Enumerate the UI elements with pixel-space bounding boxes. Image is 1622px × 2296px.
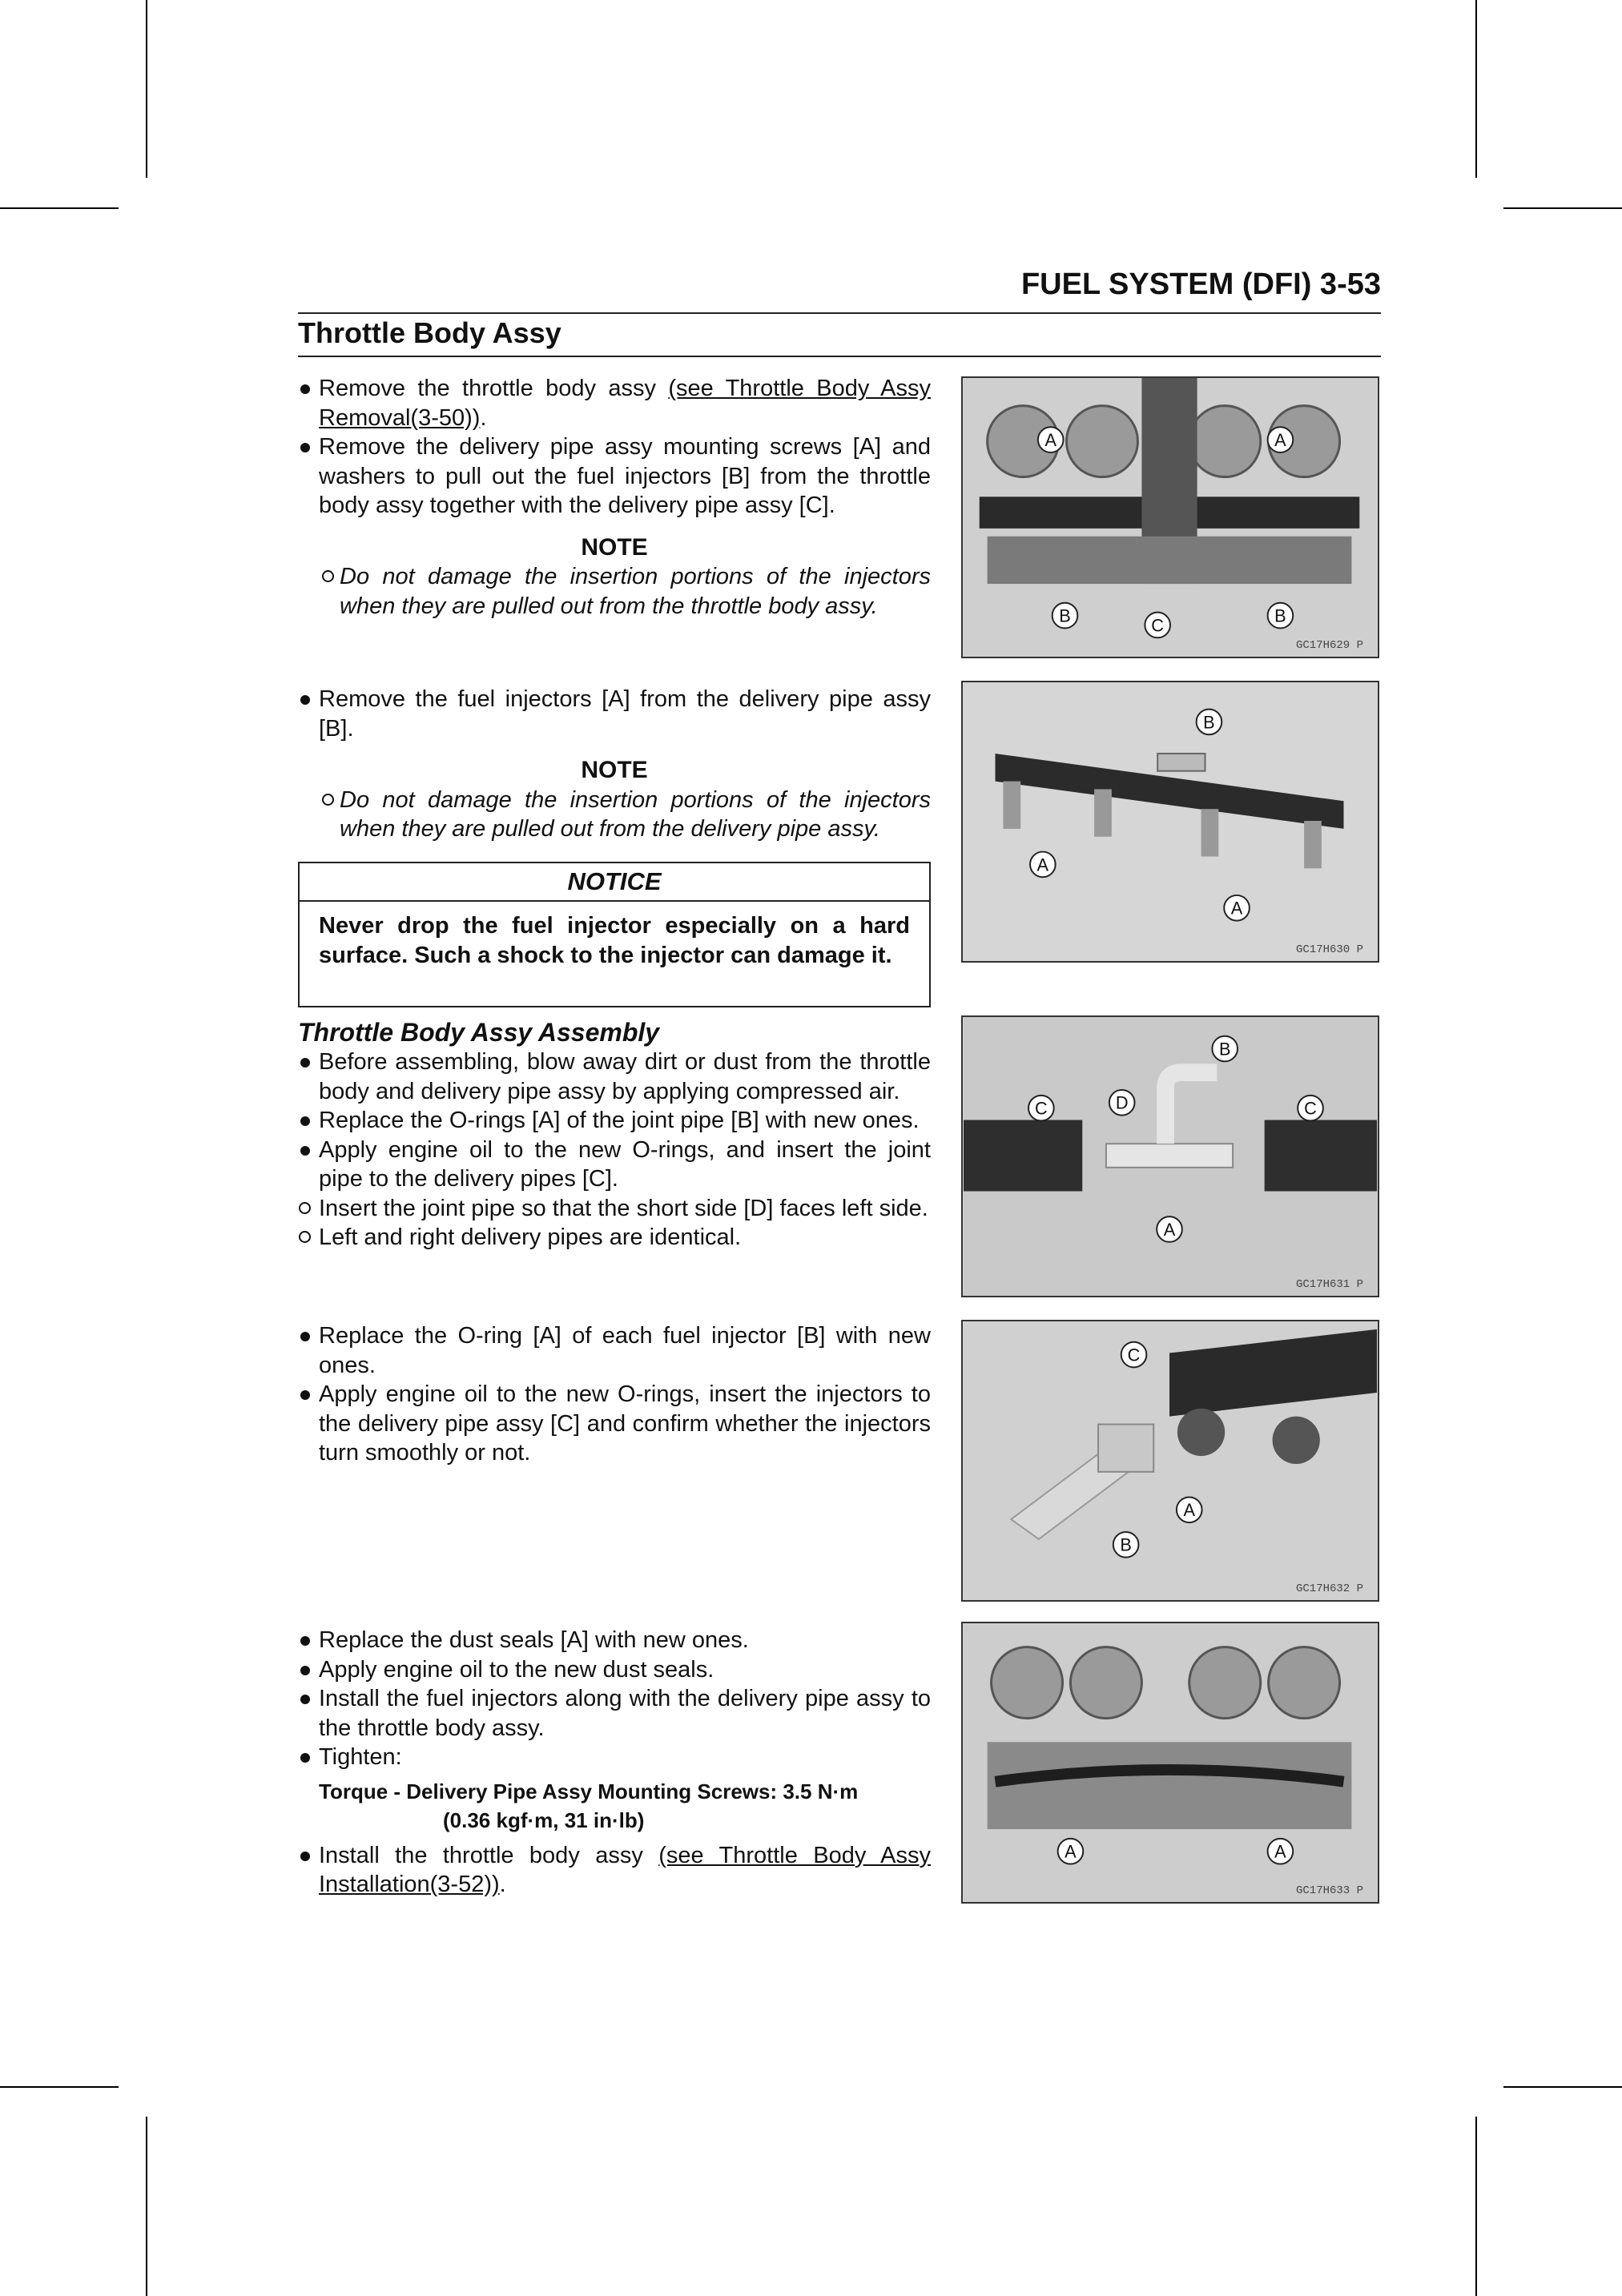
photo-code: GC17H629 P [1295,639,1363,652]
crop-mark [0,207,119,209]
svg-text:D: D [1115,1092,1129,1113]
step-replace-dust-seals: Replace the dust seals [A] with new ones. [298,1626,931,1655]
step-clean: Before assembling, blow away dirt or dust from the throttle body and delivery pipe assy by applying compressed air. [298,1047,931,1106]
page-header [298,264,1381,314]
svg-text:A: A [1183,1500,1195,1521]
page-header-title: FUEL SYSTEM (DFI) 3-53 [1020,267,1381,301]
crop-mark [1503,2086,1622,2088]
step-remove-injectors: Remove the fuel injectors [A] from the delivery pipe assy [B]. [298,685,931,743]
svg-text:B: B [1120,1534,1132,1555]
step-apply-oil: Apply engine oil to the new O-rings, and insert the joint pipe to the delivery pipes [C]. [298,1136,931,1194]
svg-text:B: B [1059,605,1071,626]
step-install-injectors: Install the fuel injectors along with the delivery pipe assy to the throttle body assy. [298,1684,931,1743]
notice-box [298,862,931,1007]
removal-steps-1 [298,374,931,621]
svg-text:C: C [1034,1098,1048,1119]
photo-delivery-pipe [961,681,1379,963]
svg-text:B: B [1203,712,1215,733]
install-injectors-illustration [963,1623,1378,1902]
throttle-body-illustration [963,378,1378,657]
note-text: Do not damage the insertion portions of the injectors when they are pulled out from the throttle body assy. [298,562,931,621]
torque-line-1: Torque - Delivery Pipe Assy Mounting Screws: 3.5 N·m [319,1779,859,1803]
step-tighten: Tighten: [298,1743,931,1772]
assembly-steps [298,1017,931,1253]
photo-code: GC17H633 P [1295,1884,1363,1897]
step-remove-screws: Remove the delivery pipe assy mounting screws [A] and washers to pull out the fuel injectors [B] from the throttle body assy together with the delivery pipe assy [C]. [298,432,931,521]
photo-injector-oring [961,1320,1379,1602]
svg-text:A: A [1274,430,1286,451]
note-text: Do not damage the insertion portions of the injectors when they are pulled out from the delivery pipe assy. [298,786,931,844]
step-replace-injector-oring: Replace the O-ring [A] of each fuel injector [B] with new ones. [298,1321,931,1380]
delivery-pipe-illustration [963,682,1378,961]
note-heading: NOTE [581,533,648,561]
step-insert-injectors: Apply engine oil to the new O-rings, insert the injectors to the delivery pipe assy [C] and confirm whether the injectors turn smoothly or not. [298,1380,931,1468]
photo-code: GC17H631 P [1295,1278,1363,1291]
link-throttle-body-installation[interactable]: (see Throttle Body Assy Installation(3-52)) [319,1842,931,1897]
svg-text:A: A [1163,1219,1176,1240]
link-throttle-body-removal[interactable]: (see Throttle Body Assy Removal(3-50)) [319,376,931,431]
step-oil-dust-seals: Apply engine oil to the new dust seals. [298,1655,931,1685]
svg-text:A: A [1036,854,1049,875]
joint-pipe-illustration [963,1017,1378,1296]
step-install-throttle-body: Install the throttle body assy (see Throttle Body Assy Installation(3-52)). [298,1841,931,1900]
crop-mark [1475,0,1477,178]
svg-text:A: A [1044,430,1057,451]
svg-text:A: A [1274,1841,1286,1862]
crop-mark [1503,207,1622,209]
svg-text:A: A [1065,1841,1077,1862]
notice-body: Never drop the fuel injector especially on a hard surface. Such a shock to the injector can damage it. [319,913,910,968]
substep-short-side: Insert the joint pipe so that the short side [D] faces left side. [298,1194,931,1224]
photo-code: GC17H630 P [1295,943,1363,956]
crop-mark [1475,2117,1477,2296]
photo-install-injectors [961,1622,1379,1904]
torque-spec [298,1777,931,1835]
crop-mark [146,0,147,178]
removal-steps-2 [298,685,931,844]
step-replace-orings: Replace the O-rings [A] of the joint pipe [B] with new ones. [298,1106,931,1136]
notice-title: NOTICE [300,863,929,902]
substep-identical: Left and right delivery pipes are identical. [298,1223,931,1253]
injector-oring-illustration [963,1321,1378,1600]
svg-text:C: C [1304,1098,1317,1119]
photo-joint-pipe [961,1015,1379,1297]
installation-steps [298,1626,931,1900]
crop-mark [146,2117,147,2296]
svg-text:B: B [1274,605,1286,626]
note-heading: NOTE [581,757,648,783]
photo-code: GC17H632 P [1295,1582,1363,1595]
section-title: Throttle Body Assy [298,314,1381,357]
crop-mark [0,2086,119,2088]
svg-text:A: A [1230,898,1243,919]
svg-text:C: C [1127,1345,1141,1365]
torque-line-2: (0.36 kgf·m, 31 in·lb) [443,1807,645,1832]
step-remove-throttle-body: Remove the throttle body assy (see Throttle Body Assy Removal(3-50)). [298,374,931,432]
subsection-title: Throttle Body Assy Assembly [298,1018,660,1047]
photo-throttle-body-removal [961,376,1379,658]
injector-steps [298,1321,931,1468]
svg-text:C: C [1151,615,1165,636]
svg-text:B: B [1218,1039,1231,1060]
